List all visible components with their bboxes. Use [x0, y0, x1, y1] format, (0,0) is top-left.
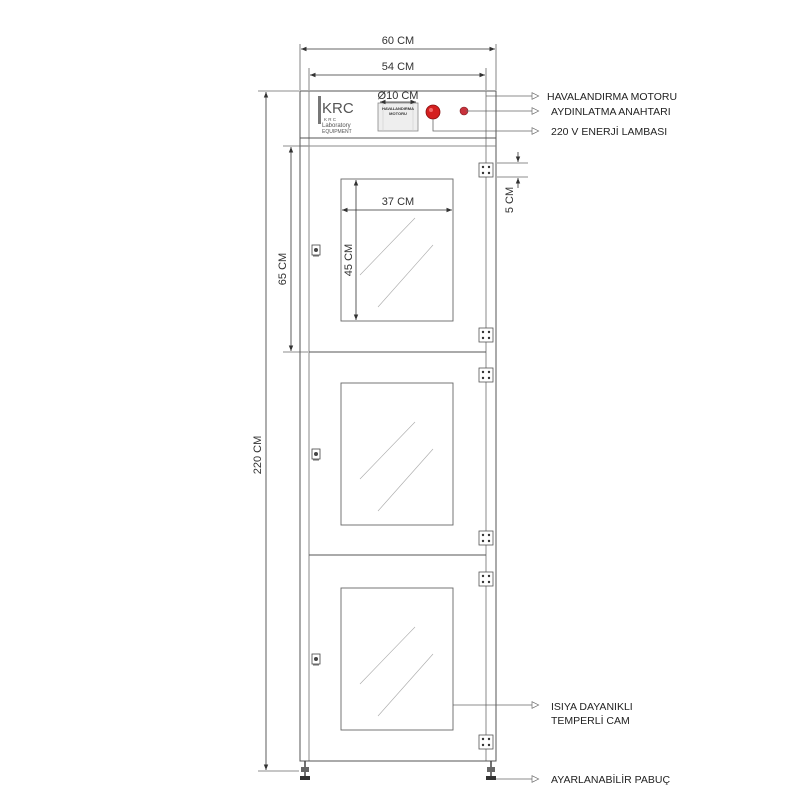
logo-letters: KRC: [322, 100, 354, 117]
door-2: [312, 383, 453, 525]
dim-fan-diameter: Ø10 CM: [377, 90, 419, 102]
glass-pane-2: [341, 383, 453, 525]
dim-glass-width: 37 CM: [381, 196, 415, 208]
hinge-icon: [479, 531, 493, 545]
callout-fan-motor: HAVALANDIRMA MOTORU: [547, 91, 678, 103]
dim-glass-height: 45 CM: [343, 243, 355, 277]
dim-hinge-offset: 5 CM: [504, 186, 516, 214]
fan-panel-label-1: HAVALANDIRMA: [381, 106, 415, 111]
glass-reflection: [378, 654, 433, 716]
callout-power-lamp: 220 V ENERJİ LAMBASI: [551, 126, 668, 138]
logo-line-1: Laboratory: [322, 123, 351, 129]
hinge-icon: [479, 735, 493, 749]
logo-sub-letters: K R C: [324, 117, 337, 122]
power-lamp-icon: [426, 105, 440, 119]
callout-labels: [547, 91, 677, 786]
lock-icon: [312, 245, 320, 256]
callouts: [433, 96, 532, 779]
foot-icon: [486, 761, 496, 780]
dim-total-height: 220 CM: [252, 435, 264, 475]
hinge-icon: [479, 328, 493, 342]
door-3: [312, 588, 453, 730]
callout-glass-line-1: ISIYA DAYANIKLI: [551, 701, 633, 713]
callout-line-lamp: [433, 119, 532, 131]
dim-inner-width: 54 CM: [381, 61, 415, 73]
callout-feet: AYARLANABİLİR PABUÇ: [551, 774, 671, 786]
hinge-icon: [479, 163, 493, 177]
fan-motor: [378, 103, 418, 131]
glass-reflection: [360, 627, 415, 684]
fan-panel-label-2: MOTORU: [389, 111, 407, 116]
dim-total-width: 60 CM: [381, 35, 415, 47]
glass-pane-3: [341, 588, 453, 730]
callout-light-switch: AYDINLATMA ANAHTARI: [551, 106, 671, 118]
cabinet-body: [300, 91, 496, 761]
cabinet-outline: [300, 91, 496, 761]
glass-reflection: [360, 422, 415, 479]
adjustable-feet: [300, 761, 496, 780]
callout-glass-line-2: TEMPERLİ CAM: [551, 715, 630, 727]
lock-icon: [312, 654, 320, 665]
logo-bar: [318, 96, 321, 124]
glass-reflection: [378, 245, 433, 307]
glass-reflection: [378, 449, 433, 511]
hinge-icon: [479, 368, 493, 382]
power-lamp: [426, 105, 440, 119]
lock-icon: [312, 449, 320, 460]
dim-door-height: 65 CM: [277, 252, 289, 286]
dimension-lines: [258, 44, 528, 771]
foot-icon: [300, 761, 310, 780]
hinge-icon: [479, 572, 493, 586]
dimension-labels: [252, 35, 516, 474]
logo-line-2: EQUIPMENT: [322, 129, 352, 135]
glass-reflection: [360, 218, 415, 275]
brand-logo: [318, 96, 354, 135]
